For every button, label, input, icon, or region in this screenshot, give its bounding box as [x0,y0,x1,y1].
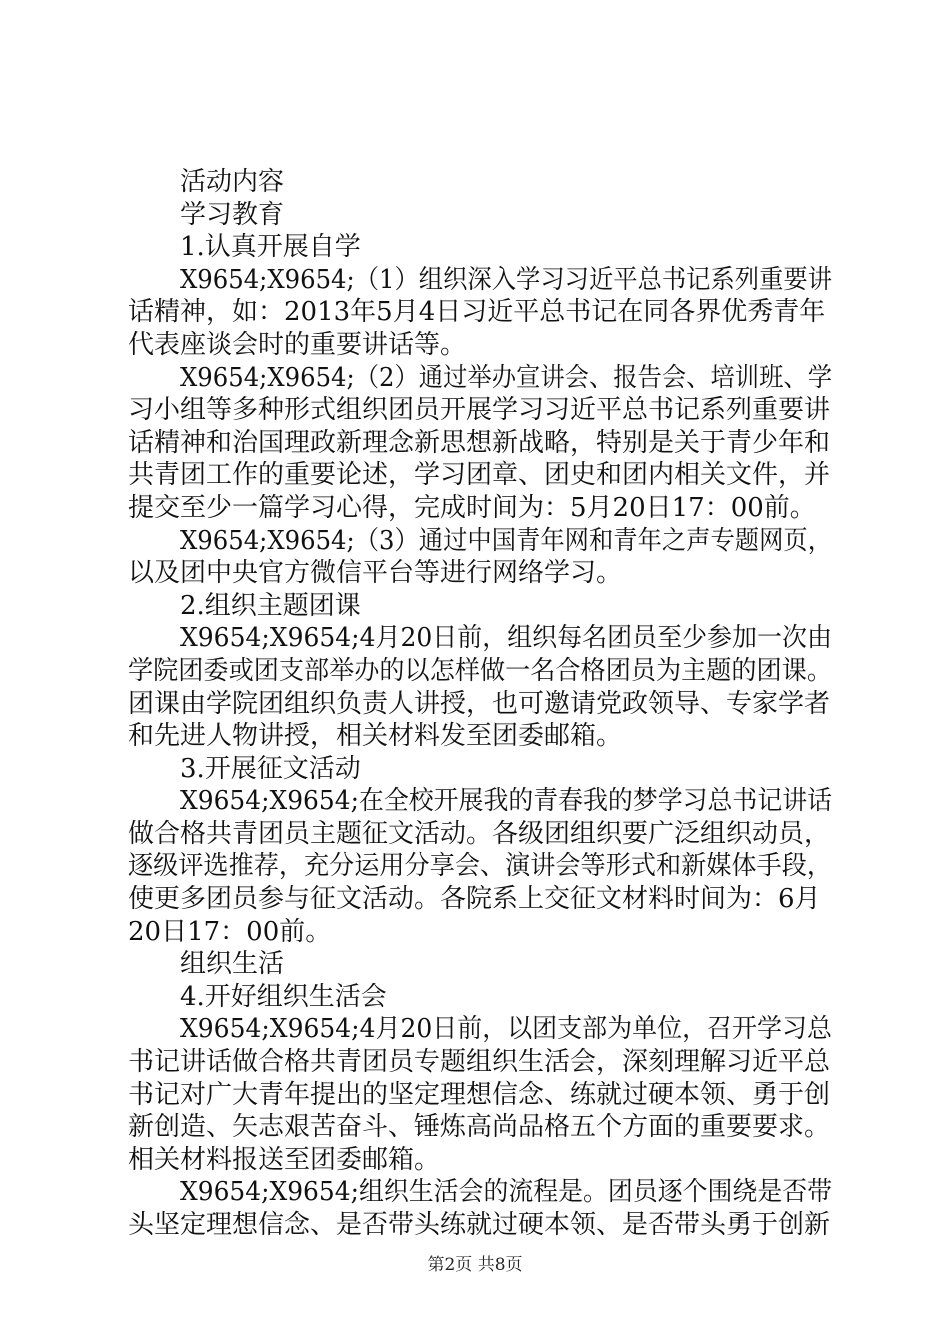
paragraph-line: 逐级评选推荐，充分运用分享会、演讲会等形式和新媒体手段， [128,851,832,882]
paragraph-line: 话精神，如：2013年5月4日习近平总书记在同各界优秀青年 [128,297,826,328]
paragraph-line: X9654;X9654;组织生活会的流程是。团员逐个围绕是否带 [180,1177,833,1208]
paragraph-line: X9654;X9654;在全校开展我的青春我的梦学习总书记讲话 [180,786,833,817]
section-heading: 活动内容 [180,167,285,197]
paragraph-line: 以及团中央官方微信平台等进行网络学习。 [128,558,623,589]
paragraph-line: X9654;X9654;（3）通过中国青年网和青年之声专题网页， [180,525,833,556]
paragraph-line: X9654;X9654;4月20日前，以团支部为单位，召开学习总 [180,1014,832,1045]
section-heading: 2.组织主题团课 [180,590,361,621]
paragraph-line: 新创造、矢志艰苦奋斗、锤炼高尚品格五个方面的重要要求。 [128,1112,831,1143]
paragraph-line: 习小组等多种形式组织团员开展学习习近平总书记系列重要讲 [128,395,831,426]
section-heading: 组织生活 [180,949,285,980]
paragraph-line: 做合格共青团员主题征文活动。各级团组织要广泛组织动员， [128,818,831,849]
paragraph-line: 代表座谈会时的重要讲话等。 [128,329,467,360]
paragraph-line: 头坚定理想信念、是否带头练就过硬本领、是否带头勇于创新 [128,1210,831,1240]
paragraph-line: 20日17：00前。 [128,916,332,947]
paragraph-line: X9654;X9654;（2）通过举办宣讲会、报告会、培训班、学 [180,362,833,393]
paragraph-line: 团课由学院团组织负责人讲授，也可邀请党政领导、专家学者 [128,688,831,719]
page-footer: 第2页 共8页 [427,1255,523,1275]
paragraph-line: 相关材料报送至团委邮箱。 [128,1144,441,1175]
paragraph-line: 学院团委或团支部举办的以怎样做一名合格团员为主题的团课。 [128,655,832,686]
section-heading: 1.认真开展自学 [180,232,361,263]
paragraph-line: 书记讲话做合格共青团员专题组织生活会，深刻理解习近平总 [128,1047,831,1078]
paragraph-line: 共青团工作的重要论述，学习团章、团史和团内相关文件，并 [128,460,831,491]
section-heading: 学习教育 [180,199,285,230]
paragraph-line: 使更多团员参与征文活动。各院系上交征文材料时间为：6月 [128,884,821,915]
paragraph-line: 书记对广大青年提出的坚定理想信念、练就过硬本领、勇于创 [128,1079,831,1110]
paragraph-line: 和先进人物讲授，相关材料发至团委邮箱。 [128,721,623,752]
paragraph-line: 提交至少一篇学习心得，完成时间为：5月20日17：00前。 [128,492,816,523]
section-heading: 4.开好组织生活会 [180,981,387,1012]
paragraph-line: 话精神和治国理政新理念新思想新战略，特别是关于青少年和 [128,427,831,458]
section-heading: 3.开展征文活动 [180,753,361,784]
paragraph-line: X9654;X9654;（1）组织深入学习习近平总书记系列重要讲 [180,264,833,295]
document-body [128,166,832,1242]
paragraph-line: X9654;X9654;4月20日前，组织每名团员至少参加一次由 [180,623,832,654]
